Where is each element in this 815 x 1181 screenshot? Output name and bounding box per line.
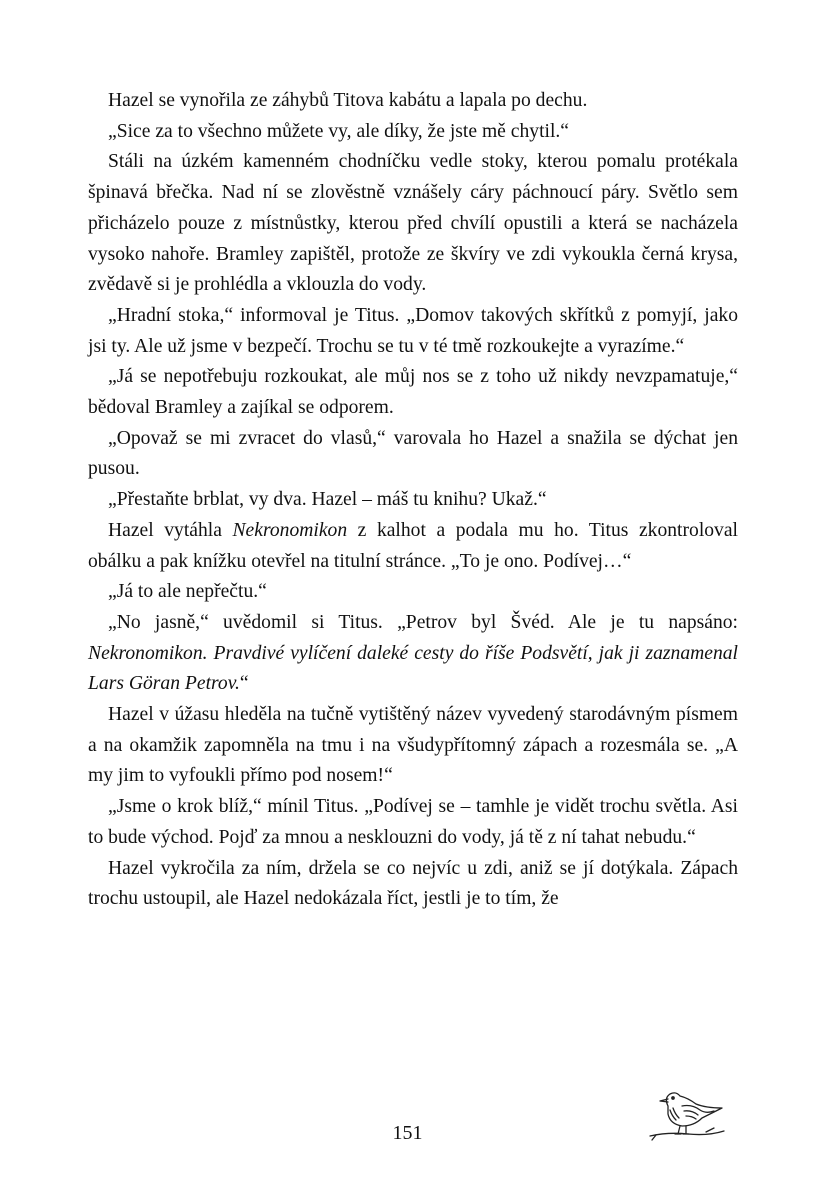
paragraph: „Přestaňte brblat, vy dva. Hazel – máš tu knihu? Ukaž.“ bbox=[108, 489, 547, 511]
page-number: 151 bbox=[392, 1122, 423, 1144]
paragraph bbox=[88, 516, 738, 577]
text-run: Hazel vytáhla bbox=[108, 519, 233, 541]
paragraph: „Já to ale nepřečtu.“ bbox=[108, 581, 267, 603]
paragraph: Stáli na úzkém kamenném chodníčku vedle stoky, kterou pomalu protékala špinavá břečka. Nad ní se zlověstně vznášely cáry páchnoucí páry. Světlo sem přicházelo pouze z místnůstky, kterou před chvílí opustili a která se nacházela vysoko nahoře. Bramley zapištěl, protože ze škvíry ve zdi vykoukla černá krysa, zvědavě si je prohlédla a vklouzla do vody. bbox=[88, 151, 738, 296]
paragraph: „Jsme o krok blíž,“ mínil Titus. „Podívej se – tamhle je vidět trochu světla. Asi to bude východ. Pojď za mnou a nesklouzni do vody, já tě z ní tahat nebudu.“ bbox=[88, 796, 738, 848]
book-title-italic: Nekronomikon. Pravdivé vylíčení daleké cesty do říše Podsvětí, jak ji zaznamenal Lars Göran Petrov. bbox=[88, 642, 738, 695]
paragraph: Hazel se vynořila ze záhybů Titova kabátu a lapala po dechu. bbox=[108, 90, 588, 111]
paragraph: Hazel v úžasu hleděla na tučně vytištěný název vyvedený starodávným písmem a na okamžik zapomněla na tmu i na všudypřítomný zápach a rozesmála se. „A my jim to vyfoukli přímo pod nosem!“ bbox=[88, 704, 738, 787]
paragraph: „Opovaž se mi zvracet do vlasů,“ varovala ho Hazel a snažila se dýchat jen pusou. bbox=[88, 427, 738, 480]
paragraph: „Já se nepotřebuju rozkoukat, ale můj nos se z toho už nikdy nevzpamatuje,“ bědoval Bramley a zajíkal se odporem. bbox=[88, 366, 738, 419]
text-run: z kalhot a podala mu ho. Titus zkontroloval obálku a pak knížku otevřel na titulní stránce. „To je ono. Podívej…“ bbox=[88, 519, 738, 572]
body-text bbox=[88, 86, 738, 915]
book-title-italic: Nekronomikon bbox=[232, 519, 348, 541]
text-run: „No jasně,“ uvědomil si Titus. „Petrov byl Švéd. Ale je tu napsáno: bbox=[108, 611, 738, 633]
paragraph: „Hradní stoka,“ informoval je Titus. „Domov takových skřítků z pomyjí, jako jsi ty. Ale už jsme v bezpečí. Trochu se tu v té tmě rozkoukejte a vyrazíme.“ bbox=[88, 304, 738, 357]
paragraph: „Sice za to všechno můžete vy, ale díky, že jste mě chytil.“ bbox=[108, 120, 569, 142]
text-run: “ bbox=[239, 673, 249, 695]
paragraph: Hazel vykročila za ním, držela se co nejvíc u zdi, aniž se jí dotýkala. Zápach trochu ustoupil, ale Hazel nedokázala říct, jestli je to tím, že bbox=[88, 857, 738, 910]
paragraph bbox=[88, 608, 738, 700]
bird-icon bbox=[648, 1084, 726, 1146]
